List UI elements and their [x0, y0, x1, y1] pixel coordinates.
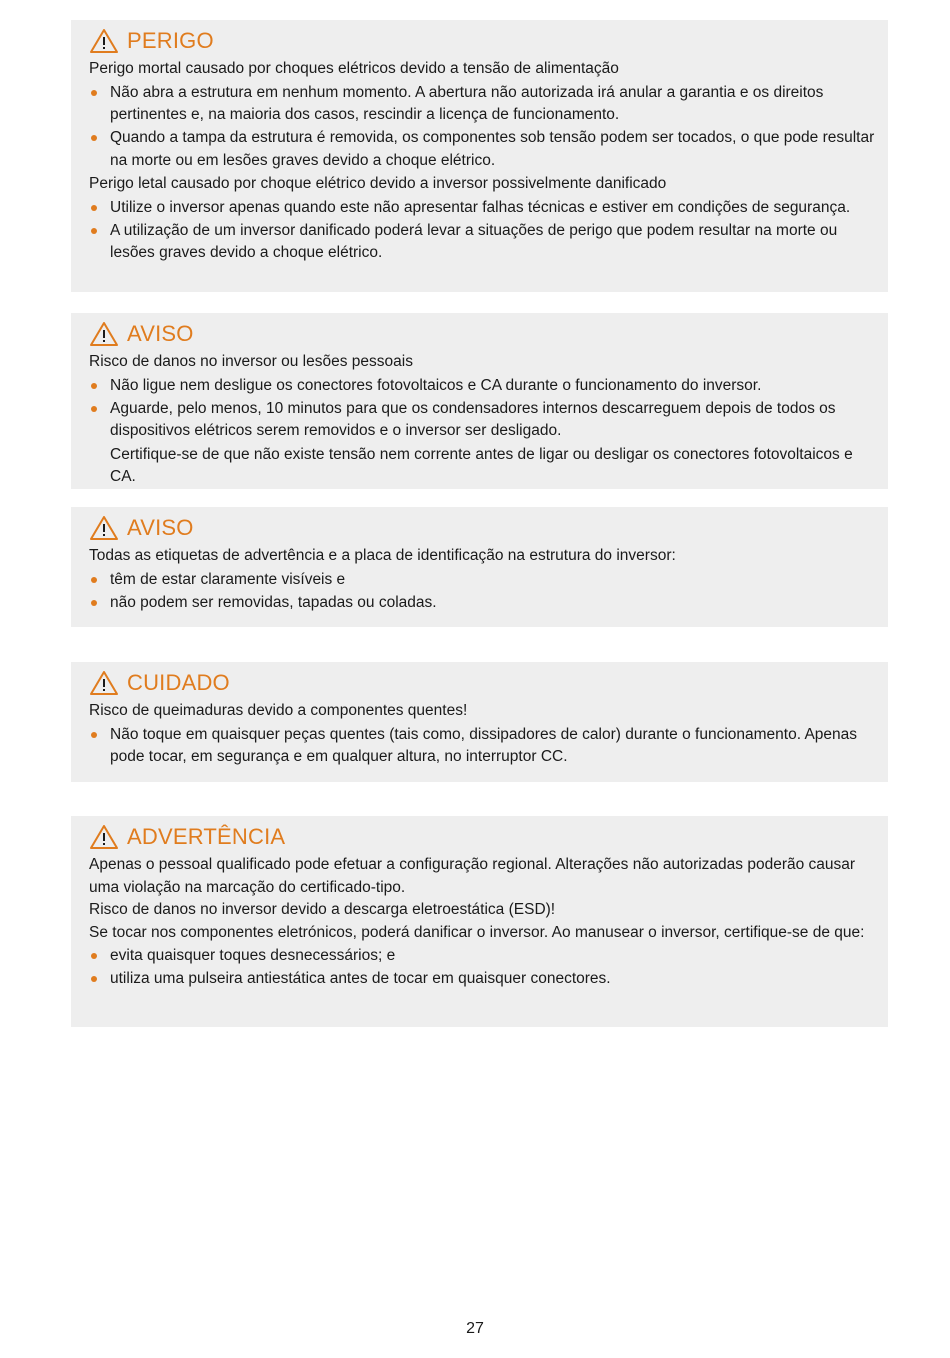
warning-triangle-icon	[89, 824, 119, 850]
bullet-item: Não abra a estrutura em nenhum momento. A abertura não autorizada irá anular a garantia e os direitos pertinentes e, na maioria dos casos, rescindir a licença de funcionamento.	[89, 82, 880, 127]
bullet-item: Utilize o inversor apenas quando este não apresentar falhas técnicas e estiver em condições de segurança.	[89, 197, 880, 220]
bullet-list	[89, 82, 880, 173]
notice-text: Risco de danos no inversor ou lesões pessoais	[89, 353, 413, 370]
bullet-continuation: Certifique-se de que não existe tensão nem corrente antes de ligar ou desligar os conectores fotovoltaicos e CA.	[110, 445, 853, 485]
bullet-item: Não toque em quaisquer peças quentes (tais como, dissipadores de calor) durante o funcionamento. Apenas pode tocar, em segurança e em qualquer altura, no interruptor CC.	[89, 724, 880, 769]
notice-title: AVISO	[127, 515, 194, 540]
advisory-notice	[71, 816, 888, 1027]
page-number: 27	[466, 1320, 484, 1337]
notice-text: Perigo mortal causado por choques elétricos devido a tensão de alimentação	[89, 60, 619, 77]
notice-title: PERIGO	[127, 28, 214, 53]
caution-notice	[71, 662, 888, 782]
danger-notice	[71, 20, 888, 292]
bullet-list	[89, 197, 880, 265]
bullet-item: Quando a tampa da estrutura é removida, os componentes sob tensão podem ser tocados, o que pode resultar na morte ou em lesões graves devido a choque elétrico.	[89, 127, 880, 172]
notice-text: Apenas o pessoal qualificado pode efetuar a configuração regional. Alterações não autorizadas poderão causar uma violação na marcação do certificado-tipo.	[89, 856, 856, 896]
notice-title: CUIDADO	[127, 670, 230, 695]
notice-text: Todas as etiquetas de advertência e a placa de identificação na estrutura do inversor:	[89, 547, 676, 564]
bullet-list	[89, 375, 880, 443]
notice-header	[89, 822, 880, 852]
notice-title: AVISO	[127, 321, 194, 346]
notice-text: Risco de queimaduras devido a componentes quentes!	[89, 702, 468, 719]
warning-notice	[71, 313, 888, 489]
warning-notice	[71, 507, 888, 627]
bullet-list	[89, 724, 880, 769]
bullet-item: não podem ser removidas, tapadas ou coladas.	[89, 592, 880, 615]
bullet-item: Não ligue nem desligue os conectores fotovoltaicos e CA durante o funcionamento do inversor.	[89, 375, 880, 398]
warning-triangle-icon	[89, 321, 119, 347]
bullet-list	[89, 569, 880, 615]
bullet-list	[89, 945, 880, 991]
notice-header	[89, 319, 880, 349]
notice-header	[89, 513, 880, 543]
notice-title: ADVERTÊNCIA	[127, 824, 286, 849]
warning-triangle-icon	[89, 515, 119, 541]
bullet-item: têm de estar claramente visíveis e	[89, 569, 880, 592]
bullet-item: A utilização de um inversor danificado poderá levar a situações de perigo que podem resultar na morte ou lesões graves devido a choque elétrico.	[89, 220, 880, 265]
notice-text: Se tocar nos componentes eletrónicos, poderá danificar o inversor. Ao manusear o inversor, certifique-se de que:	[89, 923, 865, 941]
bullet-item: Aguarde, pelo menos, 10 minutos para que os condensadores internos descarreguem depois de todos os dispositivos elétricos serem removidos e o inversor ser desligado.	[89, 398, 880, 443]
notice-header	[89, 26, 880, 56]
notice-header	[89, 668, 880, 698]
bullet-item: evita quaisquer toques desnecessários; e	[89, 945, 880, 968]
notice-text: Perigo letal causado por choque elétrico devido a inversor possivelmente danificado	[89, 175, 667, 192]
bullet-item: utiliza uma pulseira antiestática antes de tocar em quaisquer conectores.	[89, 968, 880, 991]
warning-triangle-icon	[89, 28, 119, 54]
warning-triangle-icon	[89, 670, 119, 696]
notice-text: Risco de danos no inversor devido a descarga eletroestática (ESD)!	[89, 901, 556, 918]
